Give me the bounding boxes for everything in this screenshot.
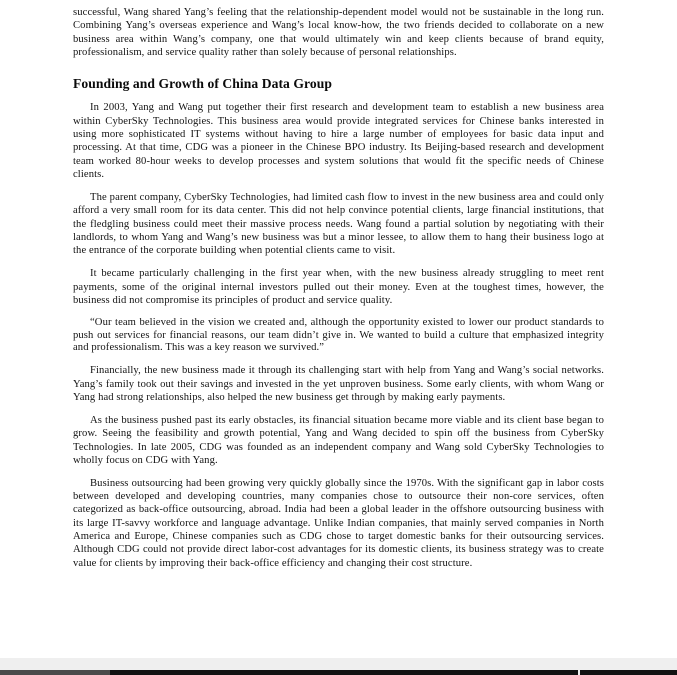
pull-quote-paragraph: “Our team believed in the vision we created and, although the opportunity existed to lower our product standards to push out services for financial reasons, our team didn’t give in. We wanted to build a culture that emphasized integrity and professionalism. This was a key reason we survived.” <box>73 317 604 354</box>
body-paragraph: It became particularly challenging in the first year when, with the new business already struggling to meet rent payments, some of the original internal investors pulled out their money. Even at the toughest times, however, the business did not compromise its principles of product and service quality. <box>73 268 604 306</box>
body-paragraph: As the business pushed past its early obstacles, its financial situation became more viable and its client base began to grow. Seeing the feasibility and growth potential, Yang and Wang decided to spin off the business from CyberSky Technologies. In late 2005, CDG was founded as an independent company and Wang sold CyberSky Technologies to wholly focus on CDG with Yang. <box>73 414 604 466</box>
page-text-column <box>73 0 604 570</box>
body-paragraph: In 2003, Yang and Wang put together their first research and development team to establish a new business area within CyberSky Technologies. This business area would provide integrated services for Chinese banks interested in using more sophisticated IT systems without having to hire a large number of employees for basic data input and processing. At that time, CDG was a pioneer in the Chinese BPO industry. Its Beijing-based research and development team worked 80-hour weeks to develop processes and system solutions that would fit the specific needs of Chinese clients. <box>73 102 604 181</box>
page-separator-gap <box>0 658 677 670</box>
section-heading-block <box>73 76 604 92</box>
body-paragraph: Business outsourcing had been growing very quickly globally since the 1970s. With the significant gap in labor costs between developed and developing countries, many companies chose to outsource their non-core services, often categorized as back-office outsourcing, abroad. India had been a global leader in the offshore outsourcing business with its large IT-savvy workforce and language advantage. Unlike Indian companies, that mainly served companies in North America and Europe, Chinese companies such as CDG chose to target domestic banks for their outsourcing services. Although CDG could not provide direct labor-cost advantages for its domestic clients, its business strategy was to create value for clients by improving their back-office efficiency and changing their cost structure. <box>73 477 604 569</box>
next-page-edge-segment-left <box>0 670 110 675</box>
next-page-edge-notch <box>578 670 580 675</box>
body-paragraph: The parent company, CyberSky Technologies, had limited cash flow to invest in the new business area and could only afford a very small room for its data center. This did not help convince potential clients, large financial institutions, that the fledgling business could meet their massive process needs. Wang found a partial solution by negotiating with their landlords, to whom Yang and Wang’s new business was but a minor lessee, to allow them to hang their business logo at the entrance of the corporate building when potential clients came to visit. <box>73 191 604 257</box>
section-heading: Founding and Growth of China Data Group <box>73 76 332 92</box>
next-page-top-edge[interactable] <box>0 670 677 675</box>
next-page-edge-segment-right <box>580 670 677 675</box>
next-page-edge-segment-main <box>110 670 578 675</box>
paragraph-continued-from-previous-page: successful, Wang shared Yang’s feeling that the relationship-dependent model would not be sustainable in the long run. Combining Yang’s overseas experience and Wang’s local know-how, the two friends decided to collaborate on a new business area within Wang’s company, one that would ultimately win and keep clients because of brand equity, professionalism, and service quality rather than solely because of personal relationships. <box>73 7 604 59</box>
body-paragraph: Financially, the new business made it through its challenging start with help from Yang and Wang’s social networks. Yang’s family took out their savings and invested in the yet unproven business. Some early clients, with whom Wang or Yang had strong relationships, also helped the new business get through by making early payments. <box>73 365 604 404</box>
